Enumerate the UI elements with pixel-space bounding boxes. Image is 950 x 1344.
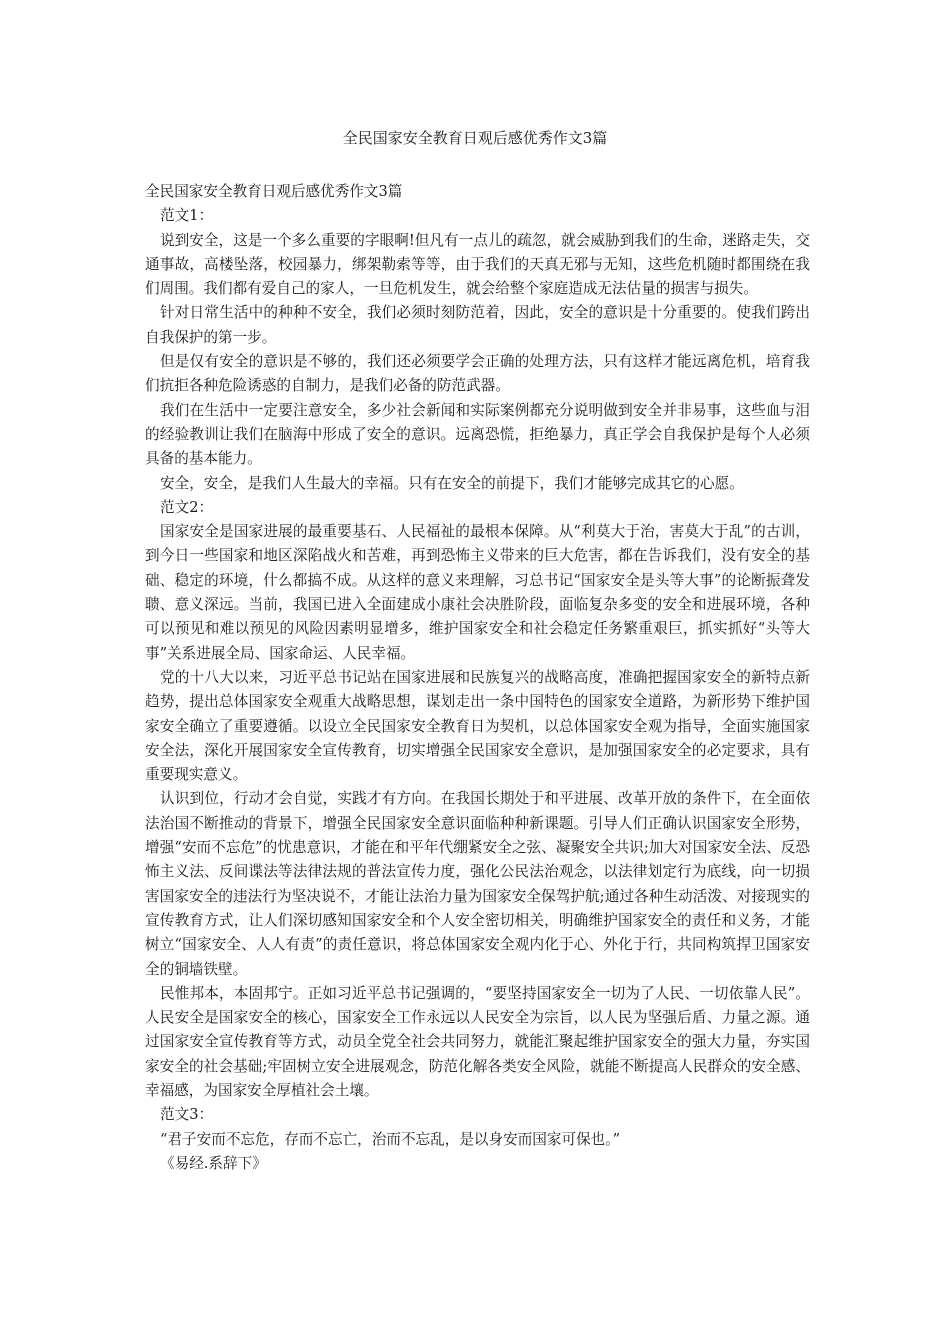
section-3-heading: 范文3：: [160, 1106, 214, 1124]
section-3-citation: 《易经.系辞下》: [160, 1154, 267, 1172]
section-2-heading: 范文2：: [160, 498, 214, 516]
section-2-paragraph: 党的十八大以来，习近平总书记站在国家进展和民族复兴的战略高度，准确把握国家安全的新特点新趋势，提出总体国家安全观重大战略思想，谋划走出一条中国特色的国家安全道路，为新形势下维护国家安全确立了重要遵循。以设立全民国家安全教育日为契机，以总体国家安全观为指导，全面实施国家安全法，深化开展国家安全宣传教育，切实增强全民国家安全意识，是加强国家安全的必定要求，具有重要现实意义。: [145, 668, 810, 784]
section-1-paragraph: 说到安全，这是一个多么重要的字眼啊!但凡有一点儿的疏忽，就会威胁到我们的生命，迷路走失，交通事故，高楼坠落，校园暴力，绑架勒索等等，由于我们的天真无邪与无知，这些危机随时都围绕在我们周围。我们都有爱自己的家人，一旦危机发生，就会给整个家庭造成无法估量的损害与损失。: [145, 231, 810, 298]
document-body: [145, 180, 810, 1176]
section-1-paragraph: 但是仅有安全的意识是不够的，我们还必须要学会正确的处理方法，只有这样才能远离危机，培育我们抗拒各种危险诱惑的自制力，是我们必备的防范武器。: [145, 353, 810, 395]
document-title: 全民国家安全教育日观后感优秀作文3篇: [342, 129, 608, 147]
section-1-paragraph: 针对日常生活中的种种不安全，我们必须时刻防范着，因此，安全的意识是十分重要的。使我们跨出自我保护的第一步。: [145, 304, 810, 346]
section-1-paragraph: 安全，安全，是我们人生最大的幸福。只有在安全的前提下，我们才能够完成其它的心愿。: [160, 474, 744, 492]
section-1-paragraph: 我们在生活中一定要注意安全，多少社会新闻和实际案例都充分说明做到安全并非易事，这些血与泪的经验教训让我们在脑海中形成了安全的意识。远离恐慌，拒绝暴力，真正学会自我保护是每个人必须具备的基本能力。: [145, 401, 810, 468]
section-1-heading: 范文1：: [160, 207, 214, 225]
section-2-paragraph: 民惟邦本，本固邦宁。正如习近平总书记强调的，“要坚持国家安全一切为了人民、一切依靠人民”。人民安全是国家安全的核心，国家安全工作永远以人民安全为宗旨，以人民为坚强后盾、力量之源。通过国家安全宣传教育等方式，动员全党全社会共同努力，就能汇聚起维护国家安全的强大力量，夯实国家安全的社会基础;牢固树立安全进展观念，防范化解各类安全风险，就能不断提高人民群众的安全感、幸福感，为国家安全厚植社会土壤。: [145, 984, 810, 1099]
section-2-paragraph: 认识到位，行动才会自觉，实践才有方向。在我国长期处于和平进展、改革开放的条件下，在全面依法治国不断推动的背景下，增强全民国家安全意识面临种种新课题。引导人们正确认识国家安全形势，增强“安而不忘危”的忧患意识，才能在和平年代绷紧安全之弦、凝聚安全共识;加大对国家安全法、反恐怖主义法、反间谍法等法律法规的普法宣传力度，强化公民法治观念，以法律划定行为底线，向一切损害国家安全的违法行为坚决说不，才能让法治力量为国家安全保驾护航;通过各种生动活泼、对接现实的宣传教育方式，让人们深切感知国家安全和个人安全密切相关，明确维护国家安全的责任和义务，才能树立“国家安全、人人有责”的责任意识，将总体国家安全观内化于心、外化于行，共同构筑捍卫国家安全的铜墙铁壁。: [145, 790, 810, 978]
section-2-paragraph: 国家安全是国家进展的最重要基石、人民福祉的最根本保障。从“利莫大于治，害莫大于乱”的古训，到今日一些国家和地区深陷战火和苦难，再到恐怖主义带来的巨大危害，都在告诉我们，没有安全的基础、稳定的环境，什么都搞不成。从这样的意义来理解，习总书记“国家安全是头等大事”的论断振聋发聩、意义深远。当前，我国已进入全面建成小康社会决胜阶段，面临复杂多变的安全和进展环境，各种可以预见和难以预见的风险因素明显增多，维护国家安全和社会稳定任务繁重艰巨，抓实抓好“头等大事”关系进展全局、国家命运、人民幸福。: [145, 523, 810, 662]
section-3-quote: “君子安而不忘危，存而不忘亡，治而不忘乱，是以身安而国家可保也。”: [160, 1130, 621, 1148]
document-subtitle: 全民国家安全教育日观后感优秀作文3篇: [145, 183, 403, 200]
